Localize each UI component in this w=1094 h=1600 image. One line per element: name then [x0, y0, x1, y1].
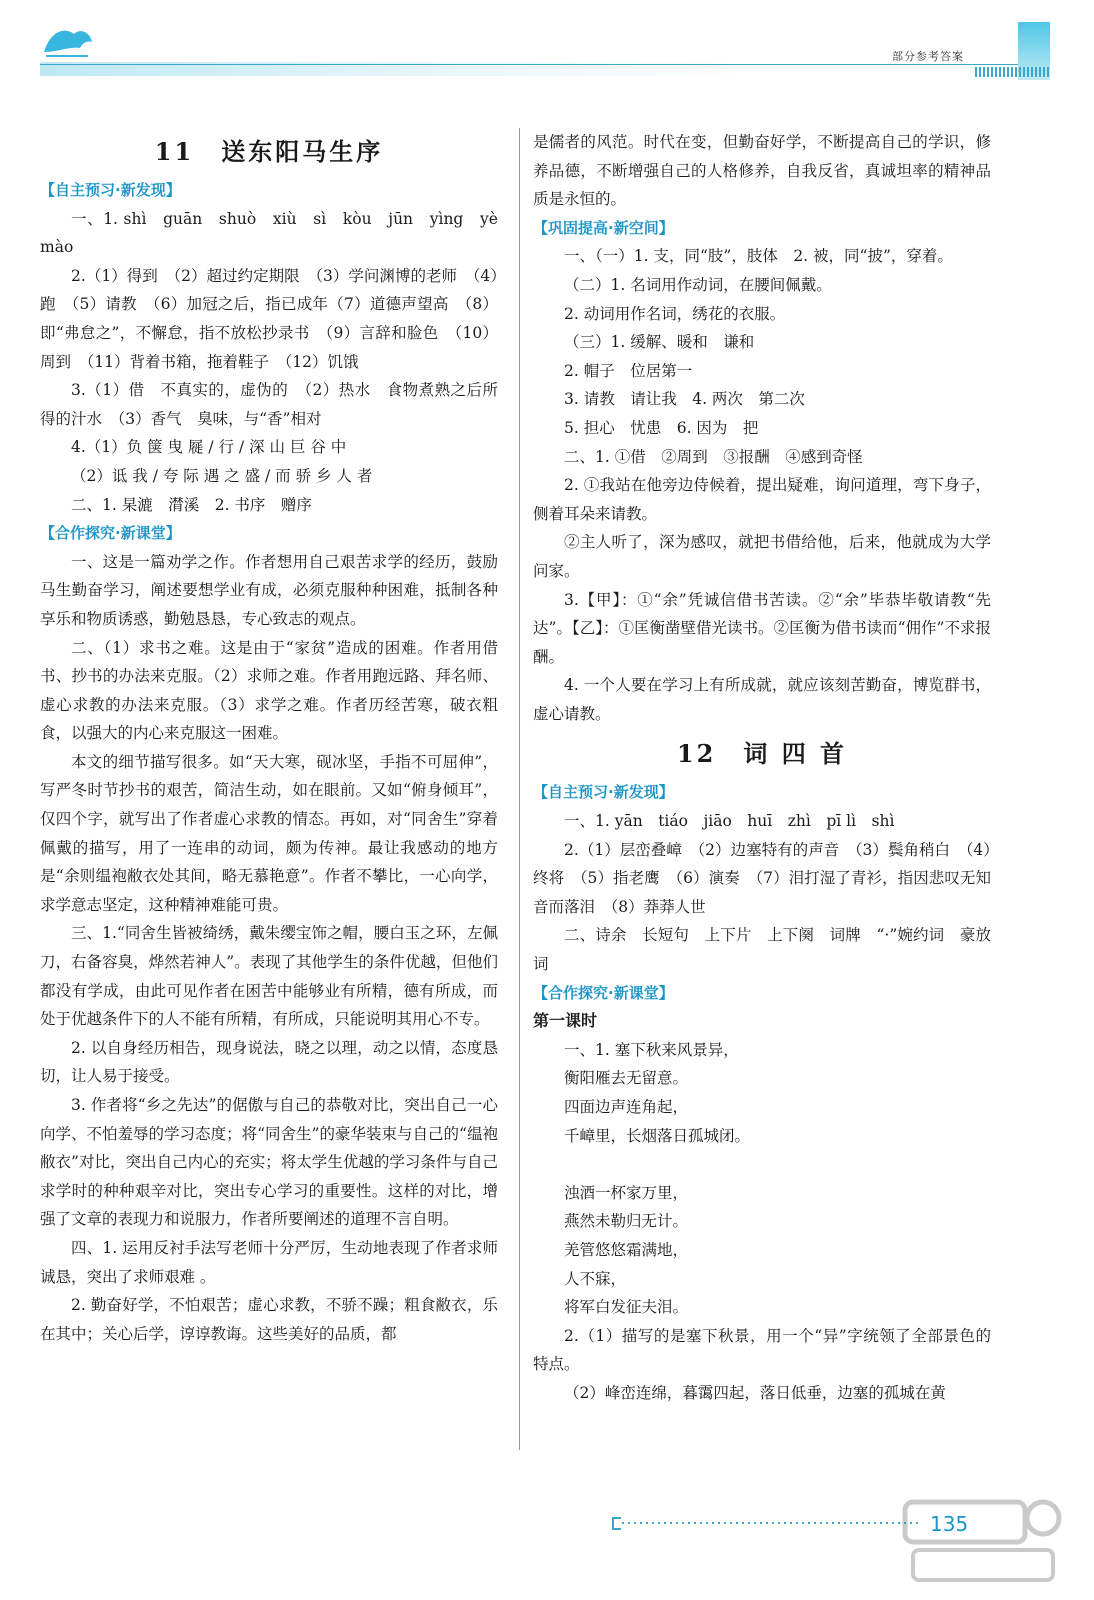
poem-line: 浊酒一杯家万里， — [564, 1183, 689, 1202]
answer-paragraph: 2. 勤奋好学，不怕艰苦；虚心求教，不骄不躁；粗食敝衣，乐在其中；关心后学，谆谆教诲。这些美好的品质，都 — [40, 1296, 498, 1343]
answer-paragraph: 2. ①我站在他旁边侍候着，提出疑难，询问道理，弯下身子，侧着耳朵来请教。 — [533, 476, 991, 523]
section-tag: 【巩固提高·新空间】 — [533, 218, 674, 237]
poem-line: 将军白发征夫泪。 — [564, 1298, 689, 1317]
section-tag: 【自主预习·新发现】 — [533, 783, 674, 802]
column-divider — [519, 128, 520, 1450]
poem-line: 羌管悠悠霜满地， — [564, 1240, 689, 1259]
answer-paragraph: 2.（1）描写的是塞下秋景，用一个“异”字统领了全部景色的特点。 — [533, 1326, 991, 1374]
poem-line: 燕然未勒归无计。 — [564, 1212, 689, 1231]
answer-paragraph: 三、1.“同舍生皆被绮绣，戴朱缨宝饰之帽，腰白玉之环，左佩刀，右备容臭，烨然若神人”。表现了其他学生的条件优越，但他们都没有学成，由此可见作者在困苦中能够业有所精，德有所成，而处于优越条件下的人不能有所精，有所成，只能说明其用心不专。 — [40, 924, 498, 1029]
answer-paragraph: 二、诗余 长短句 上下片 上下阕 词牌 “·”婉约词 豪放词 — [533, 926, 991, 974]
poem-line: 千嶂里，长烟落日孤城闭。 — [564, 1126, 751, 1145]
lesson-title: 12 词 四 首 — [676, 739, 848, 769]
section-tag: 【合作探究·新课堂】 — [40, 524, 181, 543]
answer-paragraph: （2）峰峦连绵，暮霭四起，落日低垂，边塞的孤城在黄 — [564, 1383, 946, 1402]
answer-paragraph: （二）1. 名词用作动词，在腰间佩戴。 — [564, 275, 832, 294]
answer-paragraph: （三）1. 缓解、暖和 谦和 — [564, 333, 755, 352]
poem-line: 人不寐， — [564, 1269, 627, 1288]
answer-paragraph: 二、1. ①借 ②周到 ③报酬 ④感到奇怪 — [564, 447, 863, 466]
running-header: 部分参考答案 — [892, 50, 964, 63]
answer-paragraph: 一、（一）1. 支，同“肢”，肢体 2. 被，同“披”，穿着。 — [564, 247, 953, 266]
header-ticks — [975, 67, 1050, 77]
answer-paragraph: 3.（1）借 不真实的，虚伪的 （2）热水 食物煮熟之后所得的汁水 （3）香气 臭味，与“香”相对 — [40, 381, 498, 428]
section-tag: 【合作探究·新课堂】 — [533, 983, 674, 1002]
answer-paragraph: 2. 动词用作名词，绣花的衣服。 — [564, 304, 786, 323]
answer-paragraph: 4.（1）负 箧 曳 屣 / 行 / 深 山 巨 谷 中 — [71, 438, 347, 457]
answer-paragraph: 一、这是一篇劝学之作。作者想用自己艰苦求学的经历，鼓励马生勤奋学习，阐述要想学业有成，必须克服种种困难，抵制各种享乐和物质诱惑，勤勉恳恳，专心致志的观点。 — [40, 552, 498, 628]
stanza-gap — [533, 1150, 991, 1179]
footer-dotted-line — [622, 1522, 922, 1524]
answer-paragraph: 一、1. shì guān shuò xiù sì kòu jūn yìng yè mào — [40, 209, 514, 257]
answer-paragraph: 3.【甲】：①“余”凭诚信借书苦读。②“余”毕恭毕敬请教“先达”。【乙】：①匡衡凿壁借光读书。②匡衡为借书读而“佣作”不求报酬。 — [533, 590, 991, 666]
answer-paragraph: ②主人听了，深为感叹，就把书借给他，后来，他就成为大学问家。 — [533, 533, 991, 580]
answer-paragraph: 一、1. 塞下秋来风景异， — [564, 1040, 739, 1059]
answer-paragraph: 是儒者的风范。时代在变，但勤奋好学，不断提高自己的学识，修养品德，不断增强自己的人格修养，自我反省，真诚坦率的精神品质是永恒的。 — [533, 133, 991, 209]
answer-paragraph: 4. 一个人要在学习上有所成就，就应该刻苦勤奋，博览群书，虚心请教。 — [533, 676, 991, 723]
answer-paragraph: 一、1. yān tiáo jiāo huī zhì pī lì shì — [564, 812, 895, 831]
footer-bracket — [612, 1517, 621, 1530]
answer-paragraph: 2.（1）层峦叠嶂 （2）边塞特有的声音 （3）鬓角稍白 （4）终将 （5）指老鹰 （6）演奏 （7）泪打湿了青衫，指因悲叹无知音而落泪 （8）莽莽人世 — [533, 840, 991, 916]
answer-paragraph: 本文的细节描写很多。如“天大寒，砚冰坚，手指不可屈伸”，写严冬时节抄书的艰苦，简洁生动，如在眼前。又如“俯身倾耳”，仅四个字，就写出了作者虚心求教的情态。再如，对“同舍生”穿着佩戴的描写，用了一连串的动词，颇为传神。最让我感动的地方是“余则缊袍敝衣处其间，略无慕艳意”。作者不攀比，一心向学，求学意志坚定，这种精神难能可贵。 — [40, 752, 498, 914]
answer-paragraph: 2. 以自身经历相告，现身说法，晓之以理，动之以情，态度恳切，让人易于接受。 — [40, 1038, 498, 1086]
answer-paragraph: 2.（1）得到 （2）超过约定期限 （3）学问渊博的老师 （4）跑 （5）请教 （6）加冠之后，指已成年（7）道德声望高 （8）即“弗怠之”，不懈怠，指不放松抄录书 （9）言辞和脸色 （10）周到 （11）背着书箱，拖着鞋子 （12）饥饿 — [40, 266, 498, 371]
answer-paragraph: 二、（1）求书之难。这是由于“家贫”造成的困难。作者用借书、抄书的办法来克服。（2）求师之难。作者用跑远路、拜名师、虚心求教的办法来克服。（3）求学之难。作者历经苦寒，破衣粗食，以强大的内心来克服这一困难。 — [40, 638, 498, 743]
answer-paragraph: 二、1. 杲漉 潸溪 2. 书序 赠序 — [71, 495, 312, 514]
left-column — [40, 128, 514, 1348]
answer-paragraph: 3. 作者将“乡之先达”的倨傲与自己的恭敬对比，突出自己一心向学、不怕羞辱的学习态度；将“同舍生”的豪华装束与自己的“缊袍敝衣”对比，突出自己内心的充实；将太学生优越的学习条件与自己求学时的种种艰辛对比，突出专心学习的重要性。这样的对比，增强了文章的表现力和说服力，作者所要阐述的道理不言自明。 — [40, 1096, 498, 1229]
poem-line: 衡阳雁去无留意。 — [564, 1069, 689, 1088]
answer-paragraph: 3. 请教 请让我 4. 两次 第二次 — [564, 390, 805, 409]
subsection-heading: 第一课时 — [533, 1011, 598, 1031]
page-number: 135 — [930, 1512, 969, 1536]
answer-paragraph: 2. 帽子 位居第一 — [564, 361, 693, 380]
right-column — [533, 128, 991, 1408]
poem-line: 四面边声连角起， — [564, 1098, 689, 1116]
answer-paragraph: 四、1. 运用反衬手法写老师十分严厉，生动地表现了作者求师诚恳，突出了求师艰难 。 — [40, 1238, 498, 1286]
header-rule — [40, 64, 1050, 65]
watermark-logo — [895, 1490, 1065, 1590]
cloud-bird-logo-icon — [40, 22, 94, 62]
lesson-title: 11 送东阳马生序 — [154, 137, 384, 166]
answer-paragraph: 5. 担心 忧患 6. 因为 把 — [564, 418, 759, 437]
answer-paragraph: （2）诋 我 / 夸 际 遇 之 盛 / 而 骄 乡 人 者 — [71, 466, 373, 485]
section-tag: 【自主预习·新发现】 — [40, 181, 181, 199]
